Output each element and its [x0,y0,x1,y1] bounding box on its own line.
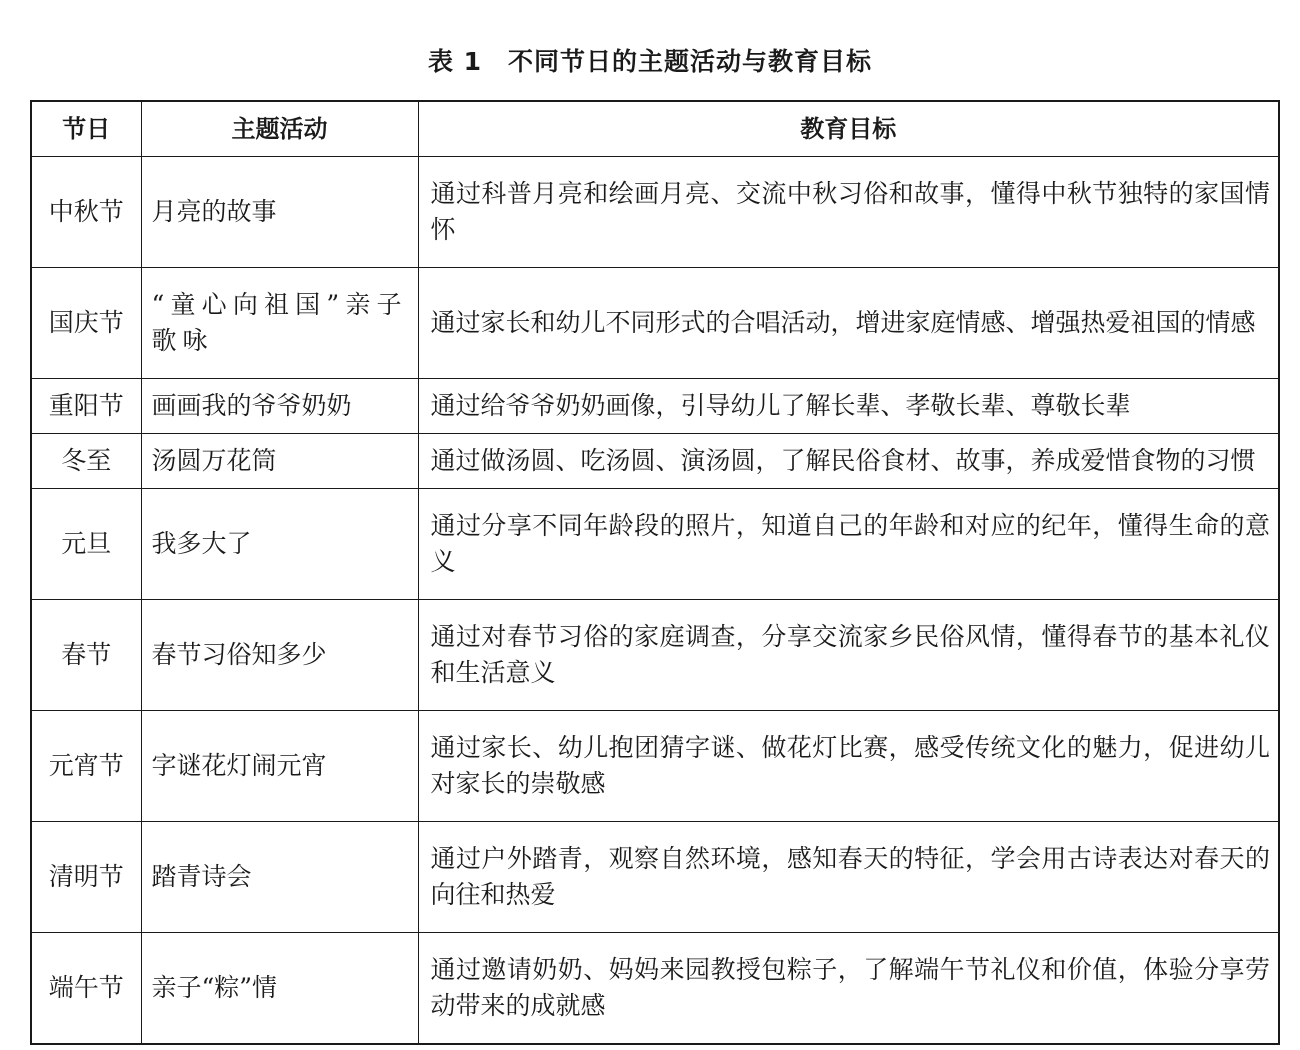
festival-cell: 春节 [31,600,141,711]
festival-cell: 中秋节 [31,157,141,268]
festival-cell: 清明节 [31,822,141,933]
goal-cell: 通过家长和幼儿不同形式的合唱活动，增进家庭情感、增强热爱祖国的情感 [418,268,1279,379]
header-activity: 主题活动 [141,101,418,157]
festival-cell: 元旦 [31,489,141,600]
table-row [31,822,1279,933]
table-row [31,268,1279,379]
goal-cell: 通过分享不同年龄段的照片，知道自己的年龄和对应的纪年，懂得生命的意义 [418,489,1279,600]
table-caption [0,42,1300,78]
goal-cell: 通过给爷爷奶奶画像，引导幼儿了解长辈、孝敬长辈、尊敬长辈 [418,379,1279,434]
table-row [31,379,1279,434]
activity-cell: 字谜花灯闹元宵 [141,711,418,822]
table-row [31,933,1279,1045]
activity-cell: 亲子“粽”情 [141,933,418,1045]
table-header-row [31,101,1279,157]
festival-cell: 元宵节 [31,711,141,822]
festival-activity-table [30,100,1280,1045]
activity-cell: 我多大了 [141,489,418,600]
goal-cell: 通过邀请奶奶、妈妈来园教授包粽子，了解端午节礼仪和价值，体验分享劳动带来的成就感 [418,933,1279,1045]
goal-cell: 通过科普月亮和绘画月亮、交流中秋习俗和故事，懂得中秋节独特的家国情怀 [418,157,1279,268]
goal-cell: 通过户外踏青，观察自然环境，感知春天的特征，学会用古诗表达对春天的向往和热爱 [418,822,1279,933]
table-row [31,157,1279,268]
table-title: 不同节日的主题活动与教育目标 [508,47,873,76]
festival-cell: 国庆节 [31,268,141,379]
activity-cell: 汤圆万花筒 [141,434,418,489]
table-row [31,711,1279,822]
activity-cell: “童心向祖国”亲子歌咏 [141,268,418,379]
table-row [31,489,1279,600]
goal-cell: 通过做汤圆、吃汤圆、演汤圆，了解民俗食材、故事，养成爱惜食物的习惯 [418,434,1279,489]
goal-cell: 通过家长、幼儿抱团猜字谜、做花灯比赛，感受传统文化的魅力，促进幼儿对家长的崇敬感 [418,711,1279,822]
goal-cell: 通过对春节习俗的家庭调查，分享交流家乡民俗风情，懂得春节的基本礼仪和生活意义 [418,600,1279,711]
festival-cell: 端午节 [31,933,141,1045]
header-festival: 节日 [31,101,141,157]
table-number: 表 1 [427,47,483,76]
activity-cell: 画画我的爷爷奶奶 [141,379,418,434]
activity-cell: 月亮的故事 [141,157,418,268]
header-goal: 教育目标 [418,101,1279,157]
activity-cell: 春节习俗知多少 [141,600,418,711]
activity-cell: 踏青诗会 [141,822,418,933]
table-row [31,434,1279,489]
table-row [31,600,1279,711]
festival-cell: 重阳节 [31,379,141,434]
festival-cell: 冬至 [31,434,141,489]
